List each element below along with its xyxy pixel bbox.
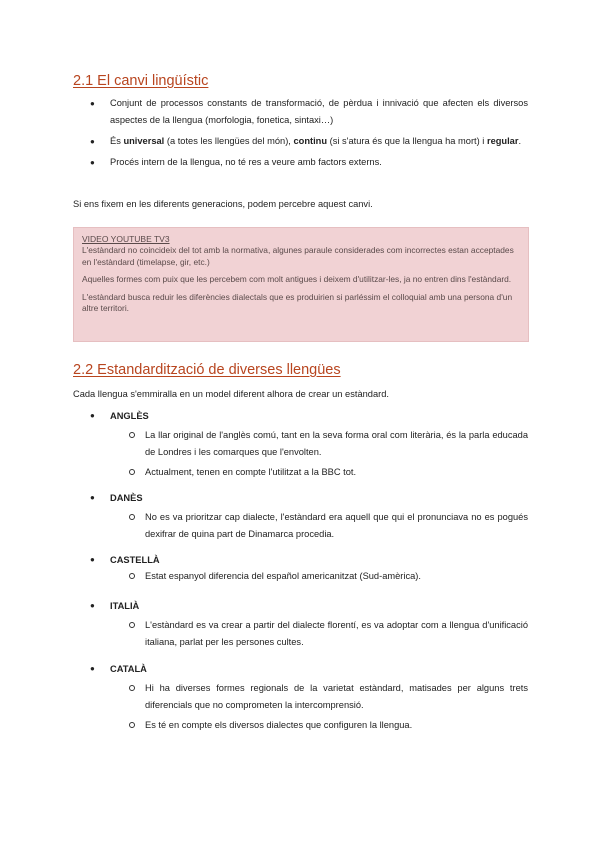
note-box-title: VIDEO YOUTUBE TV3 [82, 234, 170, 244]
note-box-paragraph: Aquelles formes com puix que les percebem com molt antigues i deixem d'utilitzar-les, ja no entren dins l'estàndard. [82, 274, 512, 284]
language-item-list [73, 680, 528, 734]
bullet-icon: ● [90, 601, 95, 610]
list-item: La llar original de l'anglès comú, tant en la seva forma oral com literària, és la parla educada de Londres i les comarques que l'envolten. [73, 427, 528, 461]
list-item: Estat espanyol diferencia del español americanitzat (Sud-amèrica). [73, 568, 528, 585]
language-section-italia [73, 599, 528, 651]
list-item: Es té en compte els diversos dialectes que configuren la llengua. [73, 717, 528, 734]
language-item-list [73, 617, 528, 651]
section2-heading: 2.2 Estandardització de diverses llengües [73, 362, 341, 378]
note-box-paragraph: L'estàndard no coincideix del tot amb la normativa, algunes paraule considerades com incorrectes estan acceptades en l'estàndard (timelapse, gir, etc.) [82, 245, 514, 267]
note-box [73, 227, 529, 342]
language-heading: ● ITALIÀ [90, 601, 140, 611]
section2-intro: Cada llengua s'emmiralla en un model diferent alhora de crear un estàndard. [73, 389, 389, 399]
list-item: L'estàndard es va crear a partir del dialecte florentí, es va adoptar com a llengua d'unificació italiana, parlat per les persones cultes. [73, 617, 528, 651]
bullet-icon: ● [90, 555, 95, 564]
bullet-icon: ● [90, 493, 95, 502]
bullet-icon: ● [90, 664, 95, 673]
list-item: ● Conjunt de processos constants de transformació, de pèrdua i innivació que afecten els diversos aspectes de la llengua (morfologia, fonetica, sintaxi…) [73, 95, 528, 129]
language-section-catala [73, 662, 528, 734]
circle-bullet-icon [129, 573, 135, 579]
list-item: No es va prioritzar cap dialecte, l'estàndard era aquell que qui el pronunciava no es pogués dexifrar de quina part de Dinamarca procedia. [73, 509, 528, 543]
section1-heading: 2.1 El canvi lingüístic [73, 73, 209, 89]
circle-bullet-icon [129, 685, 135, 691]
bullet-icon: ● [90, 411, 95, 420]
section1-paragraph: Si ens fixem en les diferents generacions, podem percebre aquest canvi. [73, 199, 373, 209]
language-item-list [73, 568, 528, 585]
language-heading: ● CATALÀ [90, 664, 147, 674]
circle-bullet-icon [129, 622, 135, 628]
bullet-icon: ● [90, 99, 95, 108]
circle-bullet-icon [129, 722, 135, 728]
language-section-angles [73, 409, 528, 481]
circle-bullet-icon [129, 432, 135, 438]
language-heading: ● ANGLÈS [90, 411, 149, 421]
circle-bullet-icon [129, 514, 135, 520]
language-item-list [73, 509, 528, 543]
circle-bullet-icon [129, 469, 135, 475]
list-item: ● És universal (a totes les llengües del món), continu (si s'atura és que la llengua ha mort) i regular. [73, 133, 528, 150]
language-item-list [73, 427, 528, 481]
list-item: Hi ha diverses formes regionals de la varietat estàndard, matisades per alguns trets diferencials que no comprometen la intercomprensió. [73, 680, 528, 714]
list-item: Actualment, tenen en compte l'utilitzat a la BBC tot. [73, 464, 528, 481]
note-box-paragraph: L'estàndard busca reduir les diferències dialectals que es produirien si parléssim el colloquial amb una persona d'un altre territori. [82, 291, 513, 313]
bullet-icon: ● [90, 158, 95, 167]
language-heading: ● DANÈS [90, 493, 143, 503]
bullet-icon: ● [90, 137, 95, 146]
language-section-danes [73, 491, 528, 543]
language-section-castella [73, 553, 528, 585]
section1-bullet-list [73, 95, 528, 171]
language-heading: ● CASTELLÀ [90, 555, 160, 565]
list-item: ● Procés intern de la llengua, no té res a veure amb factors externs. [73, 154, 528, 171]
